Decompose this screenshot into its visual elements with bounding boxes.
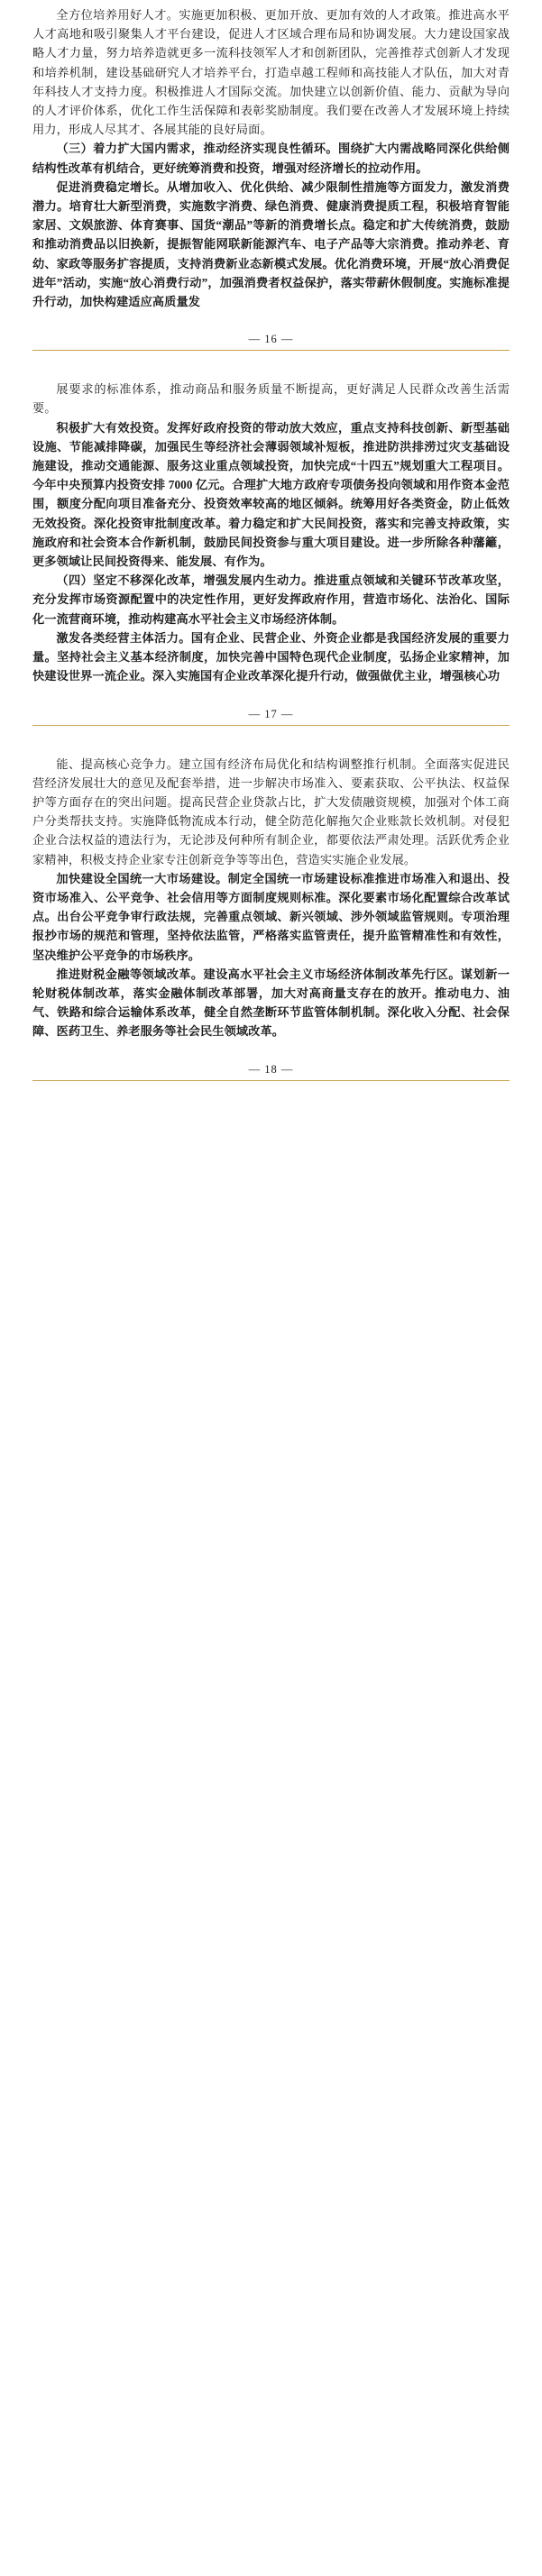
page-number: — 17 — bbox=[248, 707, 294, 720]
page-break-2 bbox=[0, 726, 542, 749]
heading-body: 推进重点领域和关键环节改革攻坚，充分发挥市场资源配置中的决定性作用，更好发挥政府作用，营造市场化、法治化、国际化一流营商环境，推动构建高水平社会主义市场经济体制。 bbox=[32, 573, 510, 626]
heading-label: 推进财税金融等领域改革。 bbox=[56, 967, 204, 981]
subsection-consumption bbox=[32, 178, 510, 311]
page-1-footer bbox=[32, 320, 510, 351]
heading-label: 积极扩大有效投资。 bbox=[56, 420, 167, 435]
page-3-content bbox=[32, 749, 510, 1041]
page-number: — 16 — bbox=[248, 333, 294, 346]
paragraph: 展要求的标准体系，推动商品和服务质量不断提高，更好满足人民群众改善生活需要。 bbox=[32, 382, 510, 416]
heading-label: 激发各类经营主体活力。 bbox=[56, 630, 191, 645]
document-page-1 bbox=[0, 0, 542, 351]
document-page-2 bbox=[0, 374, 542, 725]
page-1-content bbox=[32, 0, 510, 311]
page-2-footer bbox=[32, 695, 510, 726]
paragraph: 全方位培养用好人才。实施更加积极、更加开放、更加有效的人才政策。推进高水平人才高地和吸引聚集人才平台建设，促进人才区域合理布局和协调发展。大力建设国家战略人才力量，努力培养造就更多一流科技领军人才和创新团队，完善推荐式创新人才发现和培养机制，建设基础研究人才培养平台，打造卓越工程师和高技能人才队伍，加大对青年科技人才支持力度。积极推进人才国际交流。加快建立以创新价值、能力、贡献为导向的人才评价体系，优化工作生活保障和表彰奖励制度。我们要在改善人才发展环境上持续用力，形成人尽其才、各展其能的良好局面。 bbox=[32, 8, 510, 137]
page-2-content bbox=[32, 374, 510, 685]
document-page-3 bbox=[0, 749, 542, 1081]
section-heading-4 bbox=[32, 571, 510, 628]
heading-label: （三）着力扩大国内需求，推动经济实现良性循环。 bbox=[56, 142, 338, 156]
paragraph: 能、提高核心竞争力。建立国有经济布局优化和结构调整推行机制。全面落实促进民营经济发展壮大的意见及配套举措，进一步解决市场准入、要素获取、公平执法、权益保护等方面存在的突出问题。提高民营企业贷款占比，扩大发债融资规模，加强对个体工商户分类帮扶支持。实施降低物流成本行动，健全防范化解拖欠企业账款长效机制。对侵犯企业合法权益的遗法行为，无论涉及何种所有制企业，都要依法严肃处理。活跃优秀企业家精神，积极支持企业家专注创新竞争等等出色，营造实实施企业发展。 bbox=[32, 756, 510, 866]
heading-label: 促进消费稳定增长。 bbox=[56, 179, 167, 194]
footer-rule bbox=[32, 350, 510, 351]
heading-body: 发挥好政府投资的带动放大效应，重点支持科技创新、新型基础设施、节能减排降碳，加强民生等经济社会薄弱领域补短板，推进防洪排涝过灾支基础设施建设，推动交通能源、服务这业重点领域投资，加快完成“十四五”规划重大工程项目。今年中央预算内投资安排 7000 亿元。合理扩大地方政府专项债务投向领域和用作资本金范围，额度分配向项目准备充分、投资效率较高的地区倾斜。统筹用好各类资金，防止低效无效投资。深化投资审批制度改革。着力稳定和扩大民间投资，落实和完善支持政策，实施政府和社会资本合作新机制，鼓励民间投资参与重大项目建设。进一步所除各种藩籬，更多领域让民间投资得来、能发展、有作为。 bbox=[32, 420, 510, 569]
heading-body: 建设高水平社会主义市场经济体制改革先行区。谋划新一轮财税体制改革，落实金融体制改革部署，加大对高商量支存在的放开。推动电力、油气、铁路和综合运输体系改革，健全自然垄断环节监管体制机制。深化收入分配、社会保障、医药卫生、养老服务等社会民生领域改革。 bbox=[32, 967, 510, 1039]
subsection-market-entities bbox=[32, 628, 510, 686]
page-number: — 18 — bbox=[248, 1062, 294, 1076]
subsection-fiscal-finance bbox=[32, 965, 510, 1041]
heading-label: 加快建设全国统一大市场建设。 bbox=[56, 871, 228, 885]
heading-body: 国有企业、民营企业、外资企业都是我国经济发展的重要力量。坚持社会主义基本经济制度，加快完善中国特色现代企业制度，弘扬企业家精神，加快建设世界一流企业。深入实施国有企业改革深化提升行动，做强做优主业，增强核心功 bbox=[32, 630, 510, 683]
subsection-investment bbox=[32, 418, 510, 572]
footer-rule bbox=[32, 1080, 510, 1081]
footer-rule bbox=[32, 725, 510, 726]
subsection-unified-market bbox=[32, 869, 510, 965]
heading-label: （四）坚定不移深化改革，增强发展内生动力。 bbox=[56, 573, 314, 588]
heading-body: 从增加收入、优化供给、减少限制性措施等方面发力，激发消费潜力。培育壮大新型消费，实施数字消费、绿色消费、健康消费提质工程，积极培育智能家居、文娱旅游、体育赛事、国货“潮品”等新的消费增长点。稳定和扩大传统消费，鼓励和推动消费品以旧换新，提振智能网联新能源汽车、电子产品等大宗消费。推动养老、育幼、家政等服务扩容提质，支持消费新业态新模式发展。优化消费环境，开展“放心消费促进年”活动，实施“放心消费行动”，加强消费者权益保护，落实带薪休假制度。实施标准提升行动，加快构建适应高质量发 bbox=[32, 179, 510, 309]
heading-body: 围绕扩大内需战略同深化供给侧结构性改革有机结合，更好统筹消费和投资，增强对经济增长的拉动作用。 bbox=[32, 142, 510, 175]
page-break-1 bbox=[0, 351, 542, 374]
page-3-footer bbox=[32, 1050, 510, 1081]
heading-body: 制定全国统一市场建设标准推进市场准入和退出、投资市场准入、公平竞争、社会信用等方面制度规则标准。深化要素市场化配置综合改革试点。出台公平竞争审行政法规，完善重点领域、新兴领域、涉外领域监管规则。专项治理报抄市场的规范和管理，坚持依法监管，严格落实监管责任，提升监管精准性和有效性，坚决维护公平竞争的市场秩序。 bbox=[32, 871, 510, 962]
section-heading-3 bbox=[32, 139, 510, 177]
